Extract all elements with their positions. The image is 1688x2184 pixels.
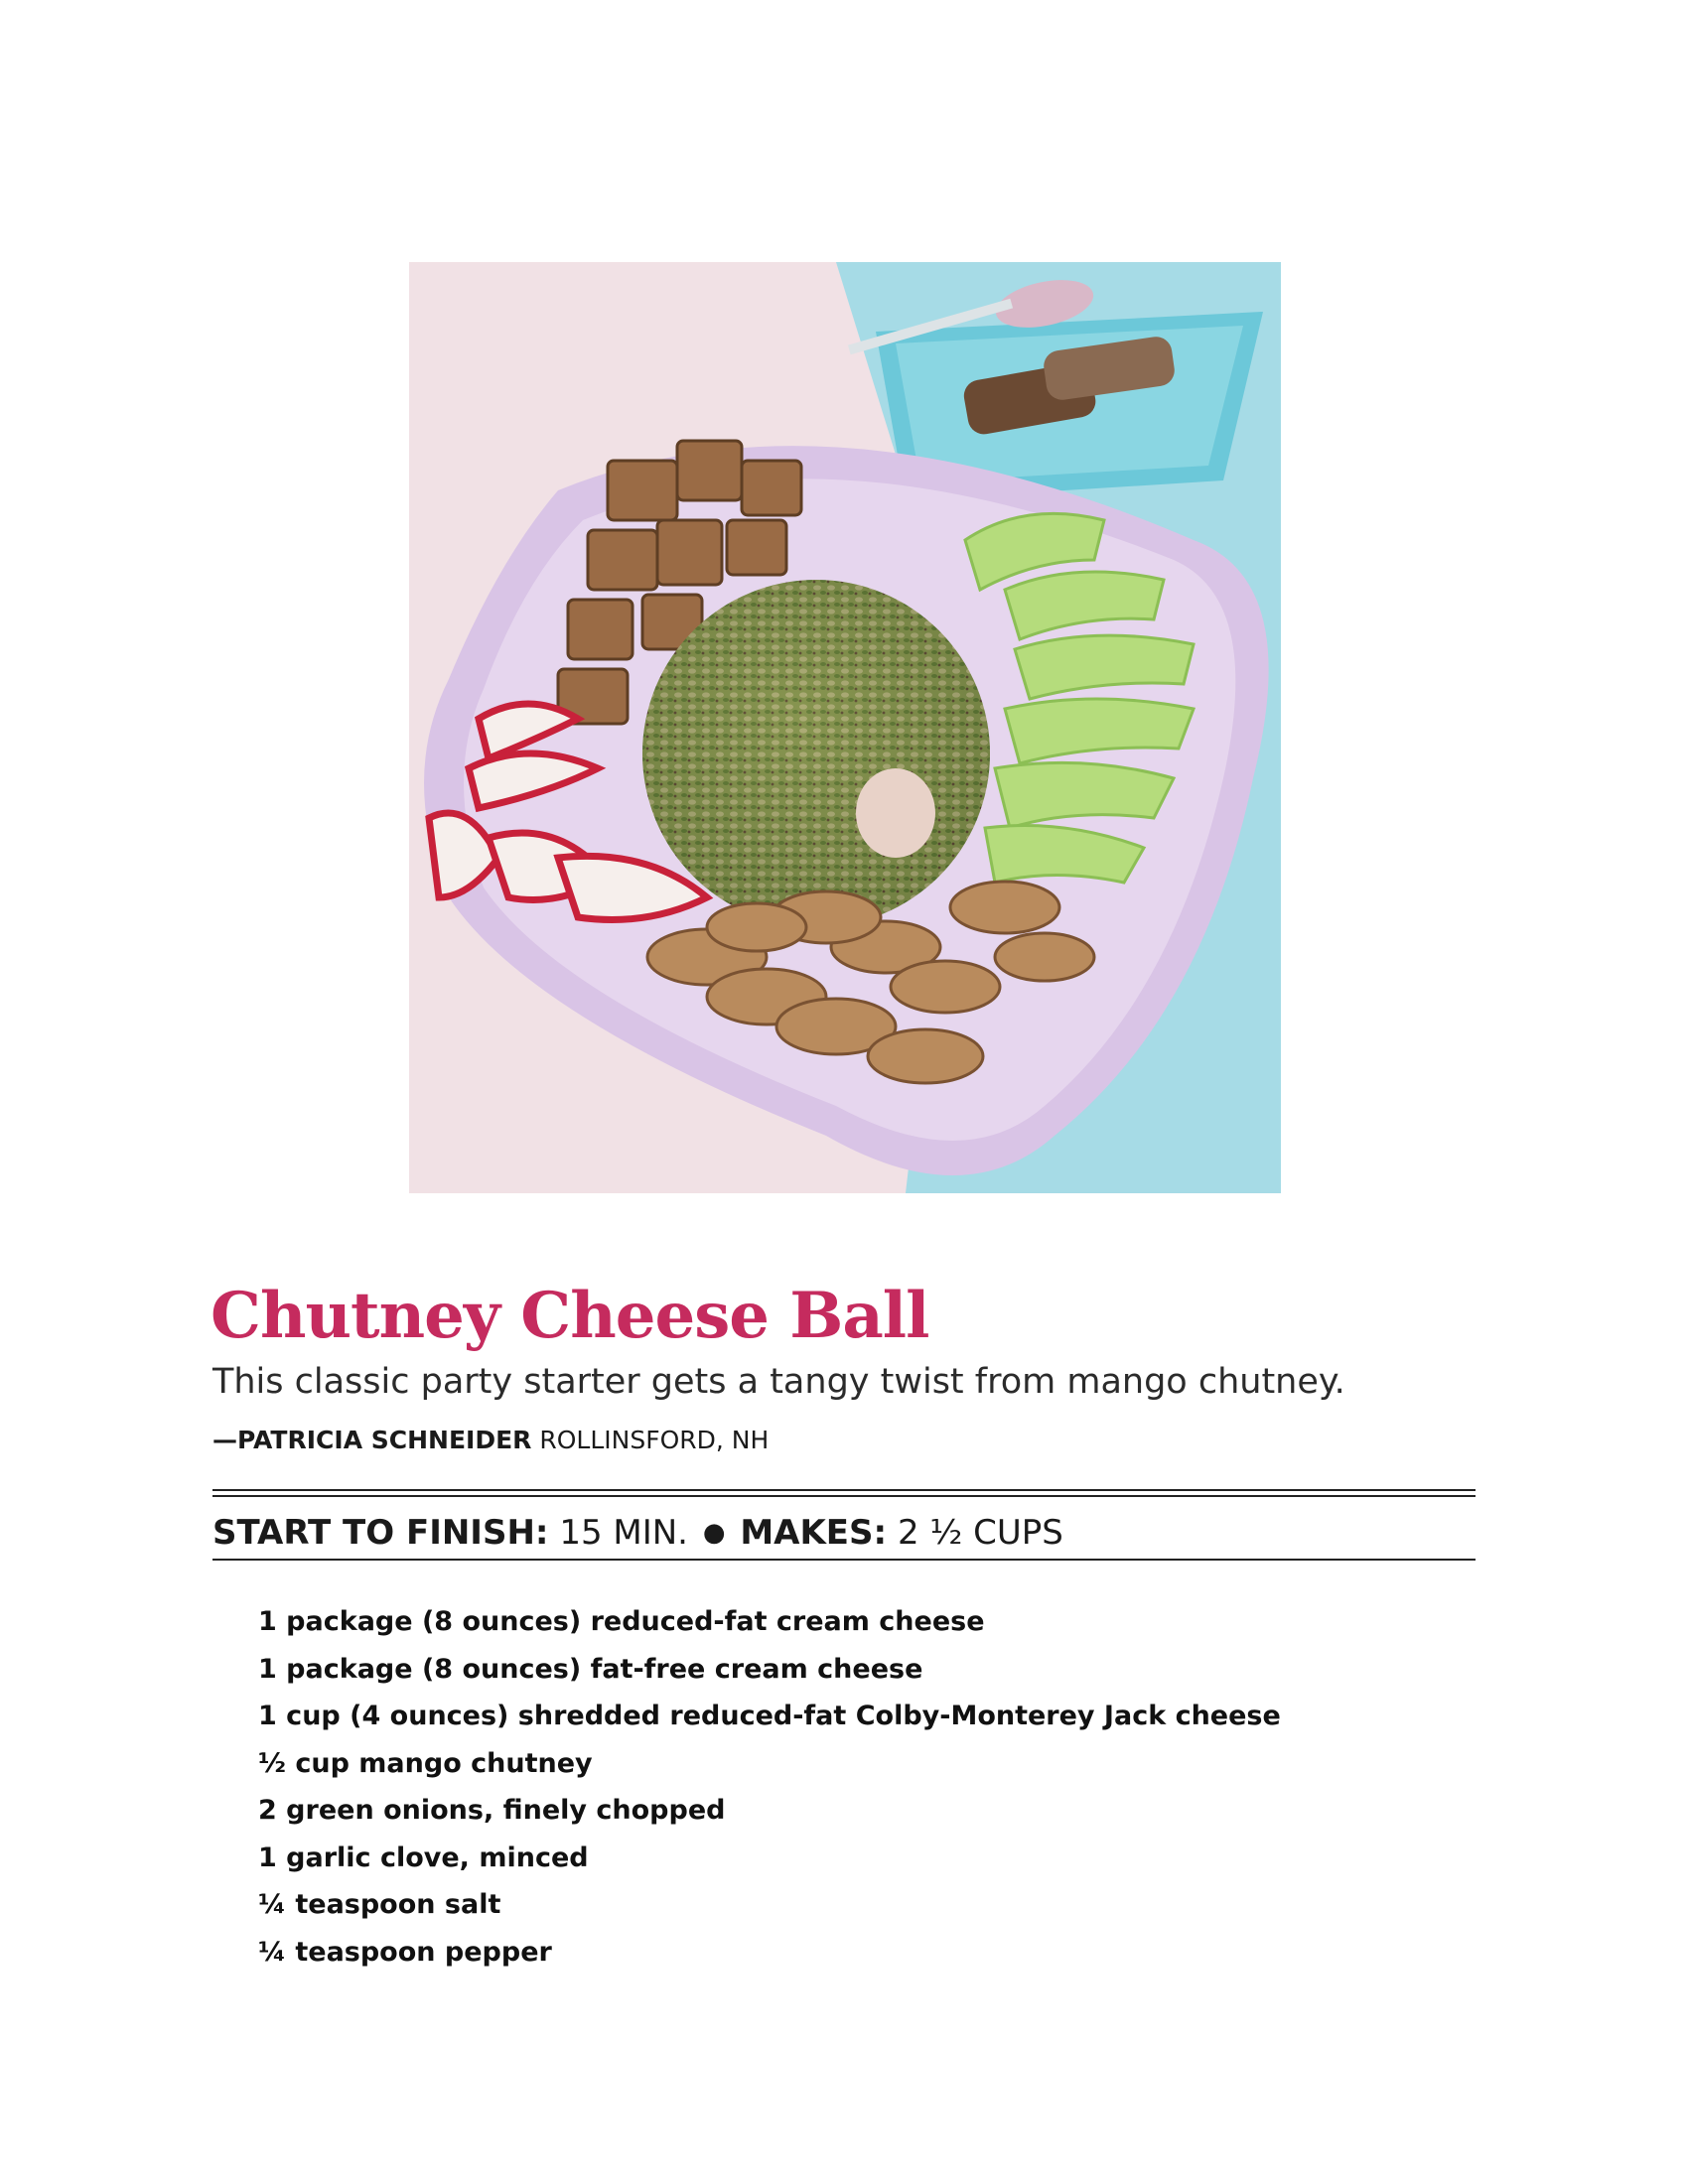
double-divider	[212, 1489, 1476, 1497]
ingredient-item: ¼ teaspoon pepper	[258, 1936, 552, 1968]
recipe-description: This classic party starter gets a tangy twist from mango chutney.	[212, 1362, 1345, 1402]
recipe-meta	[212, 1513, 1063, 1553]
ingredient-item: 1 cup (4 ounces) shredded reduced-fat Colby-Monterey Jack cheese	[258, 1701, 1281, 1731]
ingredient-item: ½ cup mango chutney	[258, 1747, 593, 1779]
start-to-finish-value: 15 MIN.	[559, 1513, 688, 1553]
author-location: ROLLINSFORD, NH	[539, 1426, 770, 1454]
separator-bullet: ●	[702, 1518, 726, 1548]
recipe-title: Chutney Cheese Ball	[211, 1279, 929, 1353]
ingredient-item: 1 package (8 ounces) fat-free cream cheese	[258, 1653, 923, 1685]
ingredient-item: 2 green onions, finely chopped	[258, 1795, 726, 1826]
ingredient-item: ¼ teaspoon salt	[258, 1889, 501, 1920]
makes-label: MAKES:	[740, 1513, 888, 1553]
recipe-author	[212, 1426, 769, 1454]
ingredient-list	[258, 1600, 1281, 1978]
author-prefix: —	[212, 1426, 237, 1454]
author-name: PATRICIA SCHNEIDER	[237, 1426, 532, 1454]
divider	[212, 1559, 1476, 1561]
makes-value: 2 ½ CUPS	[897, 1513, 1063, 1553]
ingredient-item: 1 garlic clove, minced	[258, 1842, 589, 1873]
start-to-finish-label: START TO FINISH:	[212, 1513, 549, 1553]
recipe-photo	[409, 262, 1281, 1193]
ingredient-item: 1 package (8 ounces) reduced-fat cream cheese	[258, 1606, 985, 1637]
